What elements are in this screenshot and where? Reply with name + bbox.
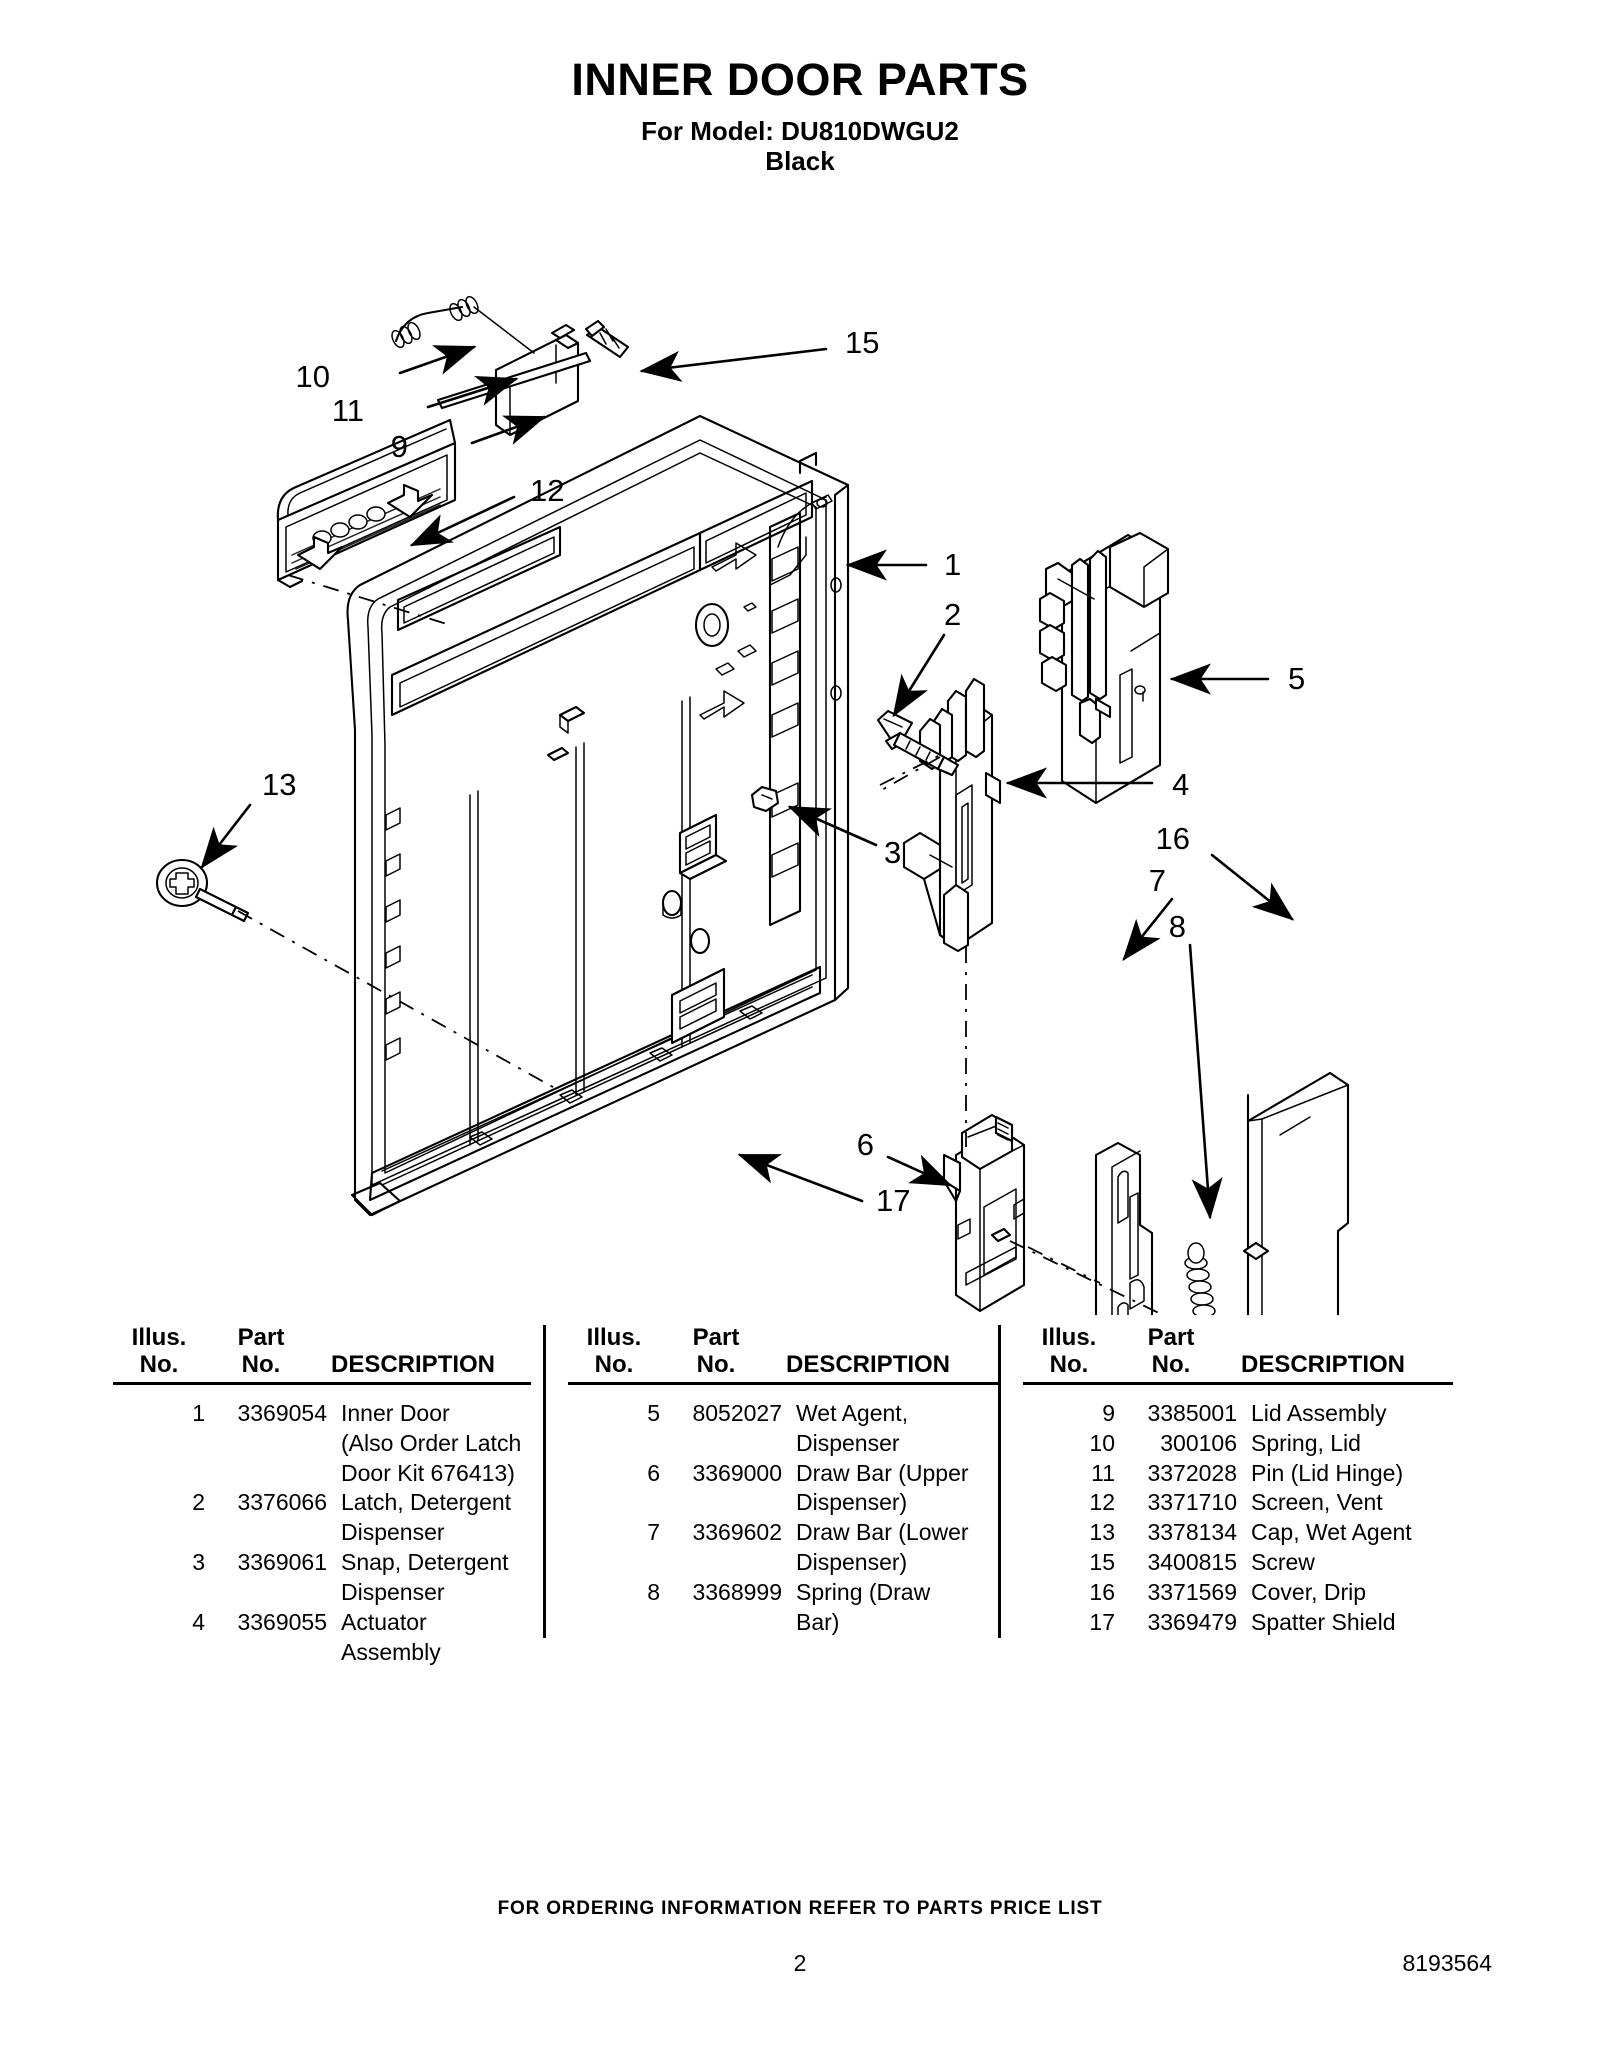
table-row	[1023, 1399, 1453, 1429]
document-number: 8193564	[1402, 1950, 1492, 1976]
cell-description: Cap, Wet Agent	[1251, 1519, 1412, 1546]
column-header-illus-no: Illus. No.	[131, 1324, 187, 1378]
table-row	[1023, 1518, 1453, 1548]
color-line: Black	[765, 146, 835, 177]
cell-illus-no: 13	[1089, 1519, 1115, 1546]
column-header-illus-no: Illus. No.	[1041, 1324, 1097, 1378]
table-row	[113, 1608, 531, 1668]
column-header-description: DESCRIPTION	[331, 1350, 496, 1378]
cell-part-no: 8052027	[692, 1399, 782, 1426]
cell-illus-no: 15	[1089, 1549, 1115, 1576]
table-header-row	[1023, 1325, 1453, 1379]
callout-label-3: 3	[884, 835, 902, 870]
callout-label-15: 15	[845, 325, 880, 360]
cell-description: Screen, Vent	[1251, 1489, 1383, 1516]
cell-part-no: 3369479	[1147, 1608, 1237, 1635]
column-header-part-no: Part No.	[1147, 1324, 1195, 1378]
callout-label-16: 16	[1155, 821, 1190, 856]
table-row	[1023, 1608, 1453, 1638]
wet-agent-dispenser-part	[1040, 533, 1168, 803]
cell-illus-no: 16	[1089, 1579, 1115, 1606]
table-row	[113, 1548, 531, 1608]
callout-label-11: 11	[331, 393, 364, 428]
table-header-row	[113, 1325, 531, 1379]
cell-part-no: 3369000	[692, 1459, 782, 1486]
callout-label-5: 5	[1288, 661, 1306, 696]
cell-illus-no: 9	[1102, 1399, 1115, 1426]
cell-illus-no: 5	[647, 1399, 660, 1426]
callout-8	[1169, 909, 1210, 1217]
cell-description: Draw Bar (Upper Dispenser)	[796, 1459, 969, 1516]
callout-label-6: 6	[856, 1127, 874, 1162]
drip-cover-part	[1244, 1073, 1348, 1315]
callout-label-8: 8	[1168, 909, 1186, 944]
cell-description: Draw Bar (Lower Dispenser)	[796, 1519, 969, 1576]
callout-1	[848, 547, 961, 582]
table-row	[1023, 1429, 1453, 1459]
cell-description: Inner Door (Also Order Latch Door Kit 676413)	[341, 1399, 522, 1486]
actuator-assembly-part	[904, 679, 1000, 951]
cell-illus-no: 17	[1089, 1608, 1115, 1635]
callout-label-17: 17	[876, 1183, 911, 1218]
page-number: 2	[793, 1950, 807, 1976]
cell-illus-no: 4	[192, 1608, 205, 1635]
parts-table-column-3	[998, 1325, 1453, 1638]
cell-description: Screw	[1251, 1549, 1315, 1576]
cell-part-no: 3369054	[237, 1399, 327, 1426]
table-row	[568, 1518, 998, 1578]
table-row	[1023, 1459, 1453, 1489]
cell-part-no: 3378134	[1147, 1519, 1237, 1546]
column-header-description: DESCRIPTION	[1241, 1350, 1406, 1378]
lower-draw-bar-part	[1096, 1143, 1152, 1315]
callout-7	[1124, 863, 1172, 959]
cell-illus-no: 2	[192, 1489, 205, 1516]
cell-description: Latch, Detergent Dispenser	[341, 1489, 512, 1546]
cell-description: Snap, Detergent Dispenser	[341, 1549, 509, 1606]
header-divider	[568, 1382, 998, 1385]
cell-illus-no: 12	[1089, 1489, 1115, 1516]
cell-part-no: 3385001	[1147, 1399, 1237, 1426]
cell-description: Spring (Draw Bar)	[796, 1579, 931, 1635]
table-row	[113, 1399, 531, 1489]
cell-part-no: 300106	[1160, 1429, 1237, 1456]
cell-description: Wet Agent, Dispenser	[796, 1399, 909, 1456]
header-divider	[1023, 1382, 1453, 1385]
cell-illus-no: 11	[1091, 1459, 1115, 1486]
cell-description: Actuator Assembly	[341, 1608, 441, 1665]
callout-9	[391, 417, 544, 464]
exploded-parts-diagram	[0, 155, 1600, 1315]
cell-part-no: 3372028	[1147, 1459, 1237, 1486]
callout-10	[296, 347, 474, 394]
callout-label-12: 12	[530, 473, 565, 508]
page-title: INNER DOOR PARTS	[571, 54, 1029, 105]
table-row	[113, 1488, 531, 1548]
wet-agent-cap-part	[157, 860, 248, 921]
cell-description: Lid Assembly	[1251, 1399, 1387, 1426]
table-row	[1023, 1578, 1453, 1608]
cell-description: Spatter Shield	[1251, 1608, 1396, 1635]
column-header-description: DESCRIPTION	[786, 1350, 951, 1378]
callout-6	[857, 1127, 950, 1185]
column-header-part-no: Part No.	[237, 1324, 285, 1378]
table-row	[1023, 1548, 1453, 1578]
cell-part-no: 3369055	[237, 1608, 327, 1635]
callout-label-9: 9	[390, 429, 408, 464]
callout-15	[642, 325, 879, 371]
cell-description: Pin (Lid Hinge)	[1251, 1459, 1404, 1486]
cell-illus-no: 3	[192, 1549, 205, 1576]
cell-part-no: 3371710	[1147, 1489, 1237, 1516]
parts-table-column-2	[543, 1325, 998, 1638]
cell-illus-no: 10	[1089, 1429, 1115, 1456]
cell-part-no: 3368999	[692, 1579, 782, 1606]
callout-label-7: 7	[1148, 863, 1166, 898]
table-row	[568, 1459, 998, 1519]
callout-label-2: 2	[944, 597, 962, 632]
table-row	[568, 1578, 998, 1638]
cell-illus-no: 8	[647, 1579, 660, 1606]
cell-illus-no: 1	[192, 1399, 205, 1426]
table-row	[1023, 1488, 1453, 1518]
cell-part-no: 3369602	[692, 1519, 782, 1546]
model-line: For Model: DU810DWGU2	[641, 116, 959, 147]
callout-13	[202, 767, 296, 867]
table-header-row	[568, 1325, 998, 1379]
screw-part	[586, 321, 628, 357]
cell-illus-no: 6	[647, 1459, 660, 1486]
cell-part-no: 3369061	[237, 1549, 327, 1576]
cell-part-no: 3400815	[1147, 1549, 1237, 1576]
table-row	[568, 1399, 998, 1459]
lid-spring-part	[390, 295, 534, 353]
column-header-illus-no: Illus. No.	[586, 1324, 642, 1378]
cell-illus-no: 7	[647, 1519, 660, 1546]
callout-17	[740, 1155, 910, 1218]
callout-label-4: 4	[1172, 767, 1190, 802]
ordering-info-note: FOR ORDERING INFORMATION REFER TO PARTS PRICE LIST	[497, 1898, 1103, 1919]
upper-draw-bar-part	[944, 1115, 1024, 1311]
inner-door-body	[348, 416, 849, 1215]
header-divider	[113, 1382, 531, 1385]
cell-part-no: 3376066	[237, 1489, 327, 1516]
cell-description: Cover, Drip	[1251, 1579, 1367, 1606]
callout-label-13: 13	[262, 767, 297, 802]
parts-table	[113, 1325, 1453, 1668]
callout-label-1: 1	[944, 547, 962, 582]
parts-table-column-1	[113, 1325, 543, 1668]
cell-part-no: 3371569	[1147, 1579, 1237, 1606]
draw-bar-spring-part	[1185, 1243, 1223, 1315]
callout-16	[1156, 821, 1292, 919]
column-header-part-no: Part No.	[692, 1324, 740, 1378]
callout-label-10: 10	[295, 359, 330, 394]
cell-description: Spring, Lid	[1251, 1429, 1361, 1456]
callout-5	[1172, 661, 1305, 696]
